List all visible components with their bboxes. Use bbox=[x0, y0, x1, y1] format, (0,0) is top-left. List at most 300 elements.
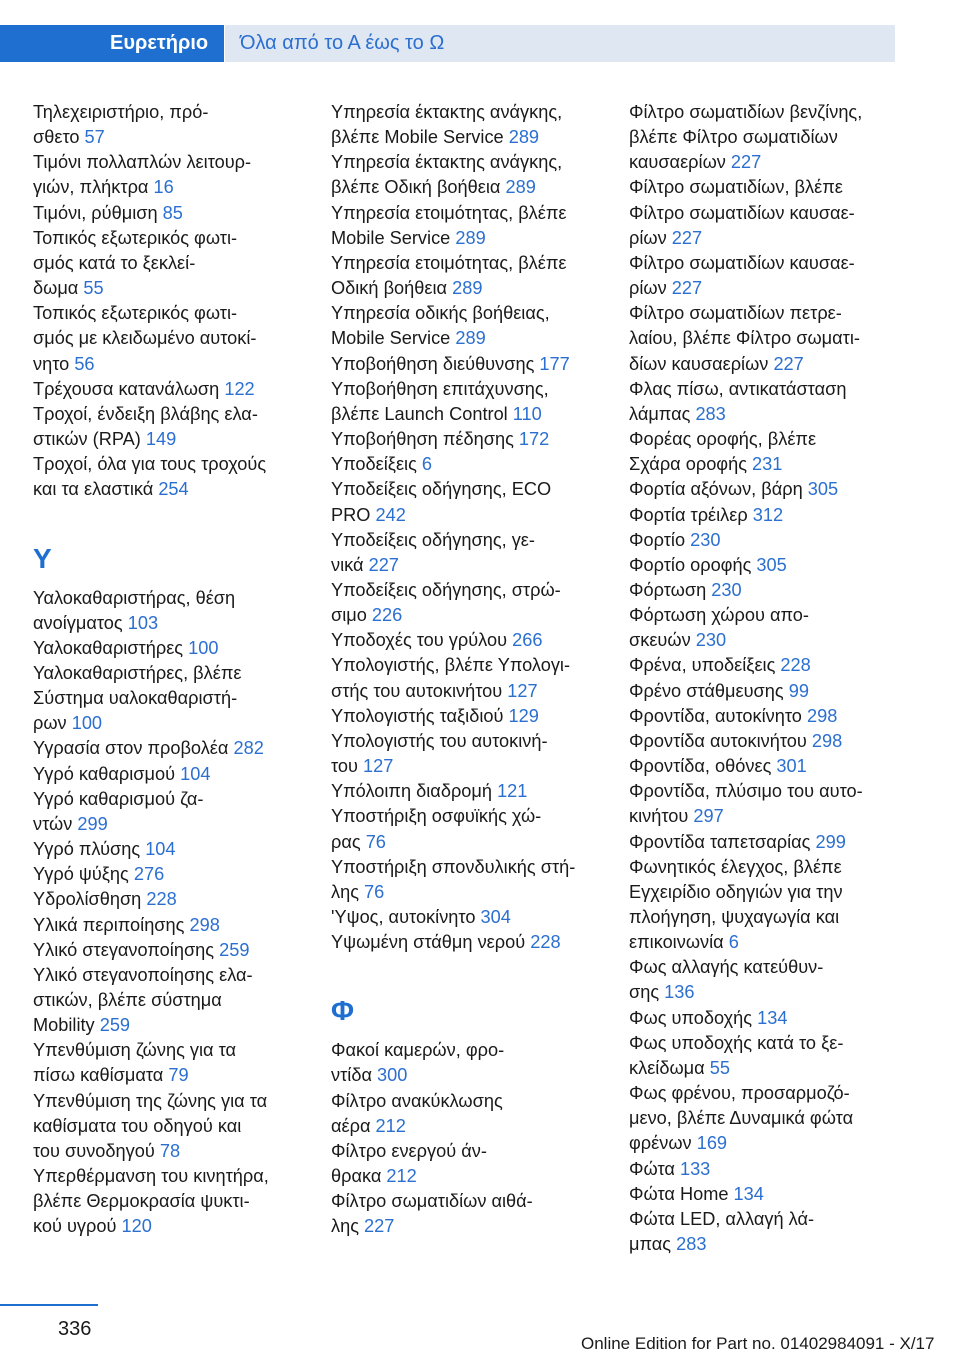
index-entry bbox=[33, 661, 313, 736]
section-tab[interactable]: Ευρετήριο bbox=[0, 25, 224, 62]
index-entry-term: Υποδοχές του γρύλου bbox=[331, 630, 513, 651]
index-entry-term: καυσαερίων bbox=[629, 152, 731, 173]
page-reference-link[interactable]: 298 bbox=[806, 705, 838, 726]
index-entry-text bbox=[33, 762, 313, 787]
index-entry-term: επικοινωνία bbox=[629, 932, 729, 953]
page-reference-link[interactable]: 120 bbox=[121, 1216, 152, 1237]
page-reference-link[interactable]: 228 bbox=[780, 655, 811, 676]
index-entry bbox=[629, 1207, 909, 1257]
index-entry-text bbox=[629, 754, 909, 779]
index-entry bbox=[629, 779, 909, 829]
index-entry-text bbox=[331, 1139, 611, 1164]
index-entry-term: Υλικό στεγανοποίησης ελα- bbox=[33, 964, 253, 985]
index-entry bbox=[33, 887, 313, 912]
index-entry-term: λης bbox=[331, 1216, 365, 1237]
page-reference-link[interactable]: 259 bbox=[99, 1015, 131, 1036]
index-entry-term: Φως αλλαγής κατεύθυν- bbox=[629, 957, 824, 978]
header-bar bbox=[0, 0, 960, 62]
index-entry-term: Φίλτρο σωματιδίων βενζίνης, bbox=[629, 102, 863, 122]
index-entry-term: Τροχοί, όλα για τους τροχούς bbox=[33, 454, 267, 475]
index-entry-term: Υπηρεσία έκτακτης ανάγκης, bbox=[331, 102, 563, 122]
page-reference-link[interactable]: 149 bbox=[145, 429, 177, 450]
index-entry-text bbox=[331, 1114, 611, 1139]
index-entry-term: Υγρό καθαρισμού ζα- bbox=[33, 788, 204, 809]
index-entry-term: Εγχειρίδιο οδηγιών για την bbox=[629, 881, 843, 902]
index-entry-term: Φόρτωση χώρου απο- bbox=[629, 605, 809, 626]
index-entry-text bbox=[33, 1214, 313, 1239]
index-entry-text bbox=[629, 1106, 909, 1131]
index-entry bbox=[629, 729, 909, 754]
index-entry-text bbox=[331, 679, 611, 704]
index-entry-text bbox=[33, 787, 313, 812]
index-entry-term: Φρένα, υποδείξεις bbox=[629, 655, 781, 676]
page-reference-link[interactable]: 227 bbox=[671, 227, 703, 248]
index-entry bbox=[331, 578, 611, 628]
index-entry-term: Φωνητικός έλεγχος, βλέπε bbox=[629, 856, 842, 877]
index-entry-term: φρένων bbox=[629, 1133, 697, 1154]
page-reference-link[interactable]: 230 bbox=[690, 529, 721, 550]
index-entry-term: Υποβοήθηση διεύθυνσης bbox=[331, 353, 540, 374]
page-reference-link[interactable]: 300 bbox=[377, 1065, 408, 1086]
index-entry-term: Υπόλοιπη διαδρομή bbox=[331, 781, 498, 802]
index-entry-term: θρακα bbox=[331, 1166, 387, 1187]
index-entry-text bbox=[629, 955, 909, 980]
index-entry-term: Υπηρεσία ετοιμότητας, βλέπε bbox=[331, 202, 567, 223]
page-reference-link[interactable]: 289 bbox=[455, 328, 486, 349]
index-entry-text bbox=[331, 855, 611, 880]
index-entry-term: Mobile Service bbox=[331, 227, 456, 248]
index-entry-text bbox=[629, 301, 909, 326]
index-entry bbox=[331, 804, 611, 854]
index-entry-term: και τα ελαστικά bbox=[33, 479, 159, 500]
index-entry-term: σμός με κλειδωμένο αυτοκί- bbox=[33, 328, 257, 349]
page-reference-link[interactable]: 110 bbox=[512, 403, 542, 424]
index-entry-text bbox=[331, 628, 611, 653]
index-entry-text bbox=[331, 1164, 611, 1189]
index-entry-term: Φόρτωση bbox=[629, 579, 712, 600]
index-entry bbox=[33, 150, 313, 200]
page-reference-link[interactable]: 56 bbox=[74, 353, 95, 374]
page-reference-link[interactable]: 304 bbox=[480, 907, 511, 927]
page-reference-link[interactable]: 100 bbox=[188, 637, 219, 658]
page-reference-link[interactable]: 227 bbox=[364, 1216, 395, 1237]
page-reference-link[interactable]: 104 bbox=[180, 763, 211, 784]
index-entry-term: Υπερθέρμανση του κινητήρα, bbox=[33, 1166, 269, 1187]
index-entry-text bbox=[33, 711, 313, 736]
page-reference-link[interactable]: 299 bbox=[77, 813, 108, 834]
index-entry-term: Υπενθύμιση ζώνης για τα bbox=[33, 1040, 237, 1061]
index-entry-term: Υποστήριξη σπονδυλικής στή- bbox=[331, 856, 576, 877]
index-entry-term: στικών, βλέπε σύστημα bbox=[33, 990, 222, 1010]
index-entry bbox=[629, 754, 909, 779]
index-entry-text bbox=[629, 553, 909, 578]
index-entry-text bbox=[331, 100, 611, 125]
page-reference-link[interactable]: 85 bbox=[162, 202, 183, 223]
index-entry-term: Φορέας οροφής, βλέπε bbox=[629, 429, 817, 450]
page-reference-link[interactable]: 276 bbox=[133, 864, 165, 885]
page-reference-link[interactable]: 227 bbox=[368, 554, 399, 575]
index-entry-term: Υαλοκαθαριστήρας, θέση bbox=[33, 587, 236, 608]
page-reference-link[interactable]: 169 bbox=[696, 1133, 728, 1154]
index-entry-text bbox=[33, 1038, 313, 1063]
index-entry-text bbox=[629, 503, 909, 528]
index-entry-text bbox=[331, 175, 611, 200]
index-entry-text bbox=[33, 301, 313, 326]
index-entry-term: Υποδείξεις bbox=[331, 454, 422, 475]
index-entry bbox=[33, 586, 313, 636]
page-reference-link[interactable]: 230 bbox=[695, 630, 727, 651]
index-entry-text bbox=[629, 779, 909, 804]
index-entry bbox=[33, 1164, 313, 1239]
index-entry-term: Υλικά περιποίησης bbox=[33, 914, 190, 935]
index-entry-term: Υαλοκαθαριστήρες bbox=[33, 637, 189, 658]
index-entry-text bbox=[33, 1063, 313, 1088]
index-entry-term: Τηλεχειριστήριο, πρό- bbox=[33, 102, 209, 122]
index-entry-text bbox=[629, 578, 909, 603]
index-entry-text bbox=[629, 980, 909, 1005]
index-entry-term: Τοπικός εξωτερικός φωτι- bbox=[33, 227, 238, 248]
index-entry-text bbox=[629, 377, 909, 402]
index-entry-text bbox=[33, 276, 313, 301]
index-entry-text bbox=[33, 201, 313, 226]
page-reference-link[interactable]: 127 bbox=[363, 756, 394, 777]
index-entry bbox=[33, 1089, 313, 1164]
page-reference-link[interactable]: 299 bbox=[815, 831, 846, 852]
index-entry-text bbox=[331, 477, 611, 502]
page-reference-link[interactable]: 282 bbox=[233, 738, 264, 759]
page-reference-link[interactable]: 242 bbox=[375, 504, 406, 525]
index-entry-term: σης bbox=[629, 982, 665, 1003]
index-entry-term: Φρένο στάθμευσης bbox=[629, 680, 789, 701]
index-entry-term: Υγρασία στον προβολέα bbox=[33, 738, 234, 759]
index-entry bbox=[331, 528, 611, 578]
index-entry-text bbox=[33, 988, 313, 1013]
page-reference-link[interactable]: 133 bbox=[679, 1158, 711, 1179]
index-entry-text bbox=[629, 1006, 909, 1031]
page-reference-link[interactable]: 298 bbox=[811, 730, 843, 751]
page-reference-link[interactable]: 6 bbox=[728, 932, 739, 953]
page-reference-link[interactable]: 259 bbox=[219, 939, 250, 960]
index-entry-term: Φώτα Home bbox=[629, 1183, 734, 1204]
section-spacer bbox=[331, 955, 611, 980]
index-entry-term: Φίλτρο σωματιδίων καυσαε- bbox=[629, 252, 855, 273]
footer-rule bbox=[0, 1304, 98, 1306]
index-entry bbox=[33, 226, 313, 301]
index-entry-term: μενο, βλέπε Δυναμικά φώτα bbox=[629, 1108, 854, 1129]
page-reference-link[interactable]: 231 bbox=[752, 454, 783, 475]
index-entry-text bbox=[331, 905, 611, 930]
index-entry-text bbox=[331, 729, 611, 754]
page-reference-link[interactable]: 76 bbox=[365, 831, 386, 852]
index-entry bbox=[629, 1031, 909, 1081]
index-entry-text bbox=[33, 887, 313, 912]
page-reference-link[interactable]: 283 bbox=[676, 1234, 707, 1255]
page-reference-link[interactable]: 230 bbox=[711, 579, 742, 600]
index-entry-text bbox=[629, 1131, 909, 1156]
page-reference-link[interactable]: 6 bbox=[421, 454, 433, 475]
index-entry-text bbox=[629, 930, 909, 955]
index-entry bbox=[629, 603, 909, 653]
index-entry-term: δωμα bbox=[33, 278, 84, 299]
index-entry-term: του bbox=[331, 756, 364, 777]
index-column-1 bbox=[33, 100, 313, 1240]
index-entry-text bbox=[33, 175, 313, 200]
page-reference-link[interactable]: 79 bbox=[168, 1065, 189, 1086]
index-entry-text bbox=[33, 427, 313, 452]
index-entry-term: Φροντίδα αυτοκινήτου bbox=[629, 730, 812, 751]
page-reference-link[interactable]: 76 bbox=[364, 881, 385, 902]
page-reference-link[interactable]: 177 bbox=[539, 353, 570, 374]
page-reference-link[interactable]: 55 bbox=[709, 1057, 730, 1078]
index-entry-term: στικών (RPA) bbox=[33, 429, 146, 450]
page-reference-link[interactable]: 297 bbox=[693, 806, 724, 827]
page-number: 336 bbox=[58, 1318, 92, 1340]
index-entry-term: κού υγρού bbox=[33, 1216, 122, 1237]
index-entry-text bbox=[331, 503, 611, 528]
index-entry-term: Τοπικός εξωτερικός φωτι- bbox=[33, 303, 238, 324]
index-entry bbox=[629, 653, 909, 678]
index-entry bbox=[33, 787, 313, 837]
index-entry-term: Τιμόνι πολλαπλών λειτουρ- bbox=[33, 152, 252, 173]
index-entry bbox=[331, 251, 611, 301]
page-reference-link[interactable]: 227 bbox=[671, 278, 703, 299]
index-entry-text bbox=[331, 804, 611, 829]
page-reference-link[interactable]: 127 bbox=[507, 680, 538, 701]
index-entry-text bbox=[629, 603, 909, 628]
index-entry-text bbox=[629, 528, 909, 553]
index-entry-text bbox=[33, 736, 313, 761]
index-entry-term: Υποδείξεις οδήγησης, στρώ- bbox=[331, 579, 561, 600]
index-entry bbox=[331, 150, 611, 200]
index-entry-text bbox=[331, 1063, 611, 1088]
page-reference-link[interactable]: 99 bbox=[788, 680, 809, 701]
index-entry-term: Τιμόνι, ρύθμιση bbox=[33, 202, 163, 223]
index-entry-text bbox=[33, 251, 313, 276]
index-entry bbox=[331, 905, 611, 930]
index-entry-text bbox=[33, 1089, 313, 1114]
index-entry bbox=[629, 1182, 909, 1207]
page-reference-link[interactable]: 228 bbox=[530, 932, 561, 953]
index-entry-term: Φίλτρο σωματιδίων, βλέπε bbox=[629, 177, 843, 198]
index-entry-text bbox=[33, 586, 313, 611]
index-entry-term: Υπολογιστής ταξιδιού bbox=[331, 705, 509, 726]
index-entry-text bbox=[629, 1056, 909, 1081]
page-reference-link[interactable]: 134 bbox=[757, 1007, 788, 1028]
page-reference-link[interactable]: 289 bbox=[455, 227, 486, 248]
index-entry-text bbox=[629, 1232, 909, 1257]
index-entry-text bbox=[331, 150, 611, 175]
index-entry-text bbox=[629, 477, 909, 502]
index-entry-text bbox=[331, 704, 611, 729]
index-entry-text bbox=[331, 779, 611, 804]
page-reference-link[interactable]: 212 bbox=[386, 1166, 417, 1187]
index-entry bbox=[629, 1157, 909, 1182]
index-entry-term: σθετο bbox=[33, 127, 85, 148]
index-entry bbox=[331, 352, 611, 377]
index-entry-term: Φορτία αξόνων, βάρη bbox=[629, 479, 808, 500]
index-entry-text bbox=[33, 226, 313, 251]
index-entry-text bbox=[331, 930, 611, 955]
page-reference-link[interactable]: 289 bbox=[508, 127, 540, 148]
index-entry-text bbox=[629, 830, 909, 855]
index-entry bbox=[33, 377, 313, 402]
index-entry bbox=[331, 628, 611, 653]
index-entry-term: δίων καυσαερίων bbox=[629, 353, 774, 374]
page-reference-link[interactable]: 172 bbox=[518, 429, 550, 450]
page-reference-link[interactable]: 227 bbox=[773, 353, 804, 374]
index-entry-text bbox=[331, 427, 611, 452]
index-entry-text bbox=[331, 276, 611, 301]
index-entry-text bbox=[33, 1139, 313, 1164]
page-reference-link[interactable]: 134 bbox=[733, 1183, 764, 1204]
index-entry bbox=[629, 251, 909, 301]
index-entry bbox=[331, 653, 611, 703]
page-reference-link[interactable]: 301 bbox=[776, 756, 807, 777]
index-entry bbox=[331, 377, 611, 427]
page-reference-link[interactable]: 283 bbox=[695, 403, 726, 424]
index-entry-term: νητο bbox=[33, 353, 75, 374]
index-entry-text bbox=[629, 251, 909, 276]
index-entry bbox=[331, 779, 611, 804]
index-entry-text bbox=[33, 862, 313, 887]
page-reference-link[interactable]: 57 bbox=[84, 127, 105, 148]
index-entry bbox=[33, 201, 313, 226]
index-entry-text bbox=[629, 452, 909, 477]
page-reference-link[interactable]: 103 bbox=[127, 612, 159, 633]
page-reference-link[interactable]: 122 bbox=[224, 378, 255, 399]
index-entry-term: Υπενθύμιση της ζώνης για τα bbox=[33, 1090, 268, 1111]
index-entry-term: Φίλτρο σωματιδίων αιθά- bbox=[331, 1191, 533, 1212]
index-entry-text bbox=[331, 754, 611, 779]
index-entry bbox=[33, 452, 313, 502]
index-entry-text bbox=[331, 880, 611, 905]
page-reference-link[interactable]: 305 bbox=[807, 479, 839, 500]
index-entry bbox=[33, 938, 313, 963]
index-entry-text bbox=[331, 452, 611, 477]
index-entry-text bbox=[629, 1207, 909, 1232]
index-entry-term: Φροντίδα, πλύσιμο του αυτο- bbox=[629, 781, 863, 802]
index-column-2 bbox=[331, 100, 611, 1240]
page-reference-link[interactable]: 104 bbox=[145, 839, 176, 860]
page-reference-link[interactable]: 78 bbox=[159, 1140, 181, 1161]
index-entry bbox=[629, 175, 909, 250]
index-entry-term: κινήτου bbox=[629, 806, 694, 827]
index-entry-term: Υγρό καθαρισμού bbox=[33, 763, 181, 784]
index-entry-text bbox=[331, 1089, 611, 1114]
index-entry bbox=[33, 862, 313, 887]
page-reference-link[interactable]: 254 bbox=[158, 479, 189, 500]
index-entry-term: βλέπε Φίλτρο σωματιδίων bbox=[629, 127, 838, 148]
index-entry-term: μπας bbox=[629, 1234, 677, 1255]
page-reference-link[interactable]: 312 bbox=[752, 504, 784, 525]
page-reference-link[interactable]: 298 bbox=[189, 914, 220, 935]
index-entry-term: Υποδείξεις οδήγησης, γε- bbox=[331, 529, 535, 550]
page-reference-link[interactable]: 121 bbox=[497, 781, 528, 802]
index-entry-text bbox=[331, 830, 611, 855]
index-entry bbox=[629, 100, 909, 175]
index-entry bbox=[629, 553, 909, 578]
index-entry bbox=[33, 1038, 313, 1088]
index-entry-term: ρίων bbox=[629, 278, 672, 299]
index-entry-term: βλέπε Launch Control bbox=[331, 403, 513, 424]
index-entry-term: Υδρολίσθηση bbox=[33, 889, 147, 910]
page-reference-link[interactable]: 289 bbox=[505, 177, 536, 198]
index-entry-text bbox=[33, 402, 313, 427]
index-entry-term: Φορτία τρέιλερ bbox=[629, 504, 753, 525]
index-entry-term: Φώτα bbox=[629, 1158, 680, 1179]
index-entry-term: Υποδείξεις οδήγησης, ECO bbox=[331, 479, 552, 500]
index-entry-text bbox=[629, 1182, 909, 1207]
page-reference-link[interactable]: 228 bbox=[146, 889, 177, 910]
index-entry-text bbox=[33, 1164, 313, 1189]
index-entry bbox=[33, 636, 313, 661]
index-entry-term: βλέπε Mobile Service bbox=[331, 127, 509, 148]
index-entry-term: ανοίγματος bbox=[33, 612, 128, 633]
index-entry-text bbox=[629, 679, 909, 704]
page-reference-link[interactable]: 16 bbox=[153, 177, 174, 198]
index-entry-text bbox=[629, 326, 909, 351]
index-entry bbox=[33, 963, 313, 1038]
page-reference-link[interactable]: 305 bbox=[756, 554, 787, 575]
index-entry bbox=[331, 855, 611, 905]
index-entry bbox=[33, 402, 313, 452]
index-entry-text bbox=[629, 402, 909, 427]
page-reference-link[interactable]: 227 bbox=[730, 152, 762, 173]
index-entry-term: Υψωμένη στάθμη νερού bbox=[331, 932, 531, 953]
index-entry-text bbox=[33, 452, 313, 477]
index-entry bbox=[629, 578, 909, 603]
index-entry-text bbox=[331, 226, 611, 251]
page-reference-link[interactable]: 266 bbox=[512, 630, 543, 651]
page-reference-link[interactable]: 212 bbox=[375, 1115, 406, 1136]
index-entry-term: Φορτίο bbox=[629, 529, 691, 550]
index-entry-text bbox=[33, 636, 313, 661]
index-entry-text bbox=[33, 326, 313, 351]
subsection-tab[interactable]: Όλα από το Α έως το Ω bbox=[225, 25, 895, 62]
index-entry-term: κλείδωμα bbox=[629, 1057, 710, 1078]
page-reference-link[interactable]: 129 bbox=[508, 705, 539, 726]
index-entry-term: λης bbox=[331, 881, 365, 902]
index-entry-text bbox=[331, 201, 611, 226]
index-entry-term: Υαλοκαθαριστήρες, βλέπε bbox=[33, 662, 242, 683]
index-entry bbox=[629, 503, 909, 528]
page-reference-link[interactable]: 100 bbox=[71, 713, 103, 734]
index-letter-heading: Υ bbox=[33, 542, 52, 574]
index-entry-text bbox=[629, 1157, 909, 1182]
index-entry-text bbox=[629, 352, 909, 377]
index-entry bbox=[629, 855, 909, 956]
index-entry-text bbox=[629, 704, 909, 729]
index-column-3 bbox=[629, 100, 909, 1257]
index-entry bbox=[629, 704, 909, 729]
index-entry bbox=[33, 913, 313, 938]
edition-note: Online Edition for Part no. 01402984091 - X/17 bbox=[581, 1334, 935, 1353]
page-reference-link[interactable]: 55 bbox=[83, 278, 104, 299]
index-entry-text bbox=[629, 427, 909, 452]
index-entry bbox=[629, 528, 909, 553]
index-entry-term: Mobile Service bbox=[331, 328, 456, 349]
index-entry-text bbox=[33, 1013, 313, 1038]
index-entry-term: Υποστήριξη οσφυϊκής χώ- bbox=[331, 806, 542, 827]
page-reference-link[interactable]: 226 bbox=[371, 605, 403, 626]
page-reference-link[interactable]: 289 bbox=[452, 278, 483, 299]
page-reference-link[interactable]: 136 bbox=[664, 982, 695, 1003]
index-entry-text bbox=[629, 804, 909, 829]
index-entry-term: 'Υψος, αυτοκίνητο bbox=[331, 907, 481, 927]
index-entry bbox=[331, 1139, 611, 1189]
index-entry bbox=[33, 736, 313, 761]
index-entry-term: Φακοί καμερών, φρο- bbox=[331, 1040, 505, 1061]
